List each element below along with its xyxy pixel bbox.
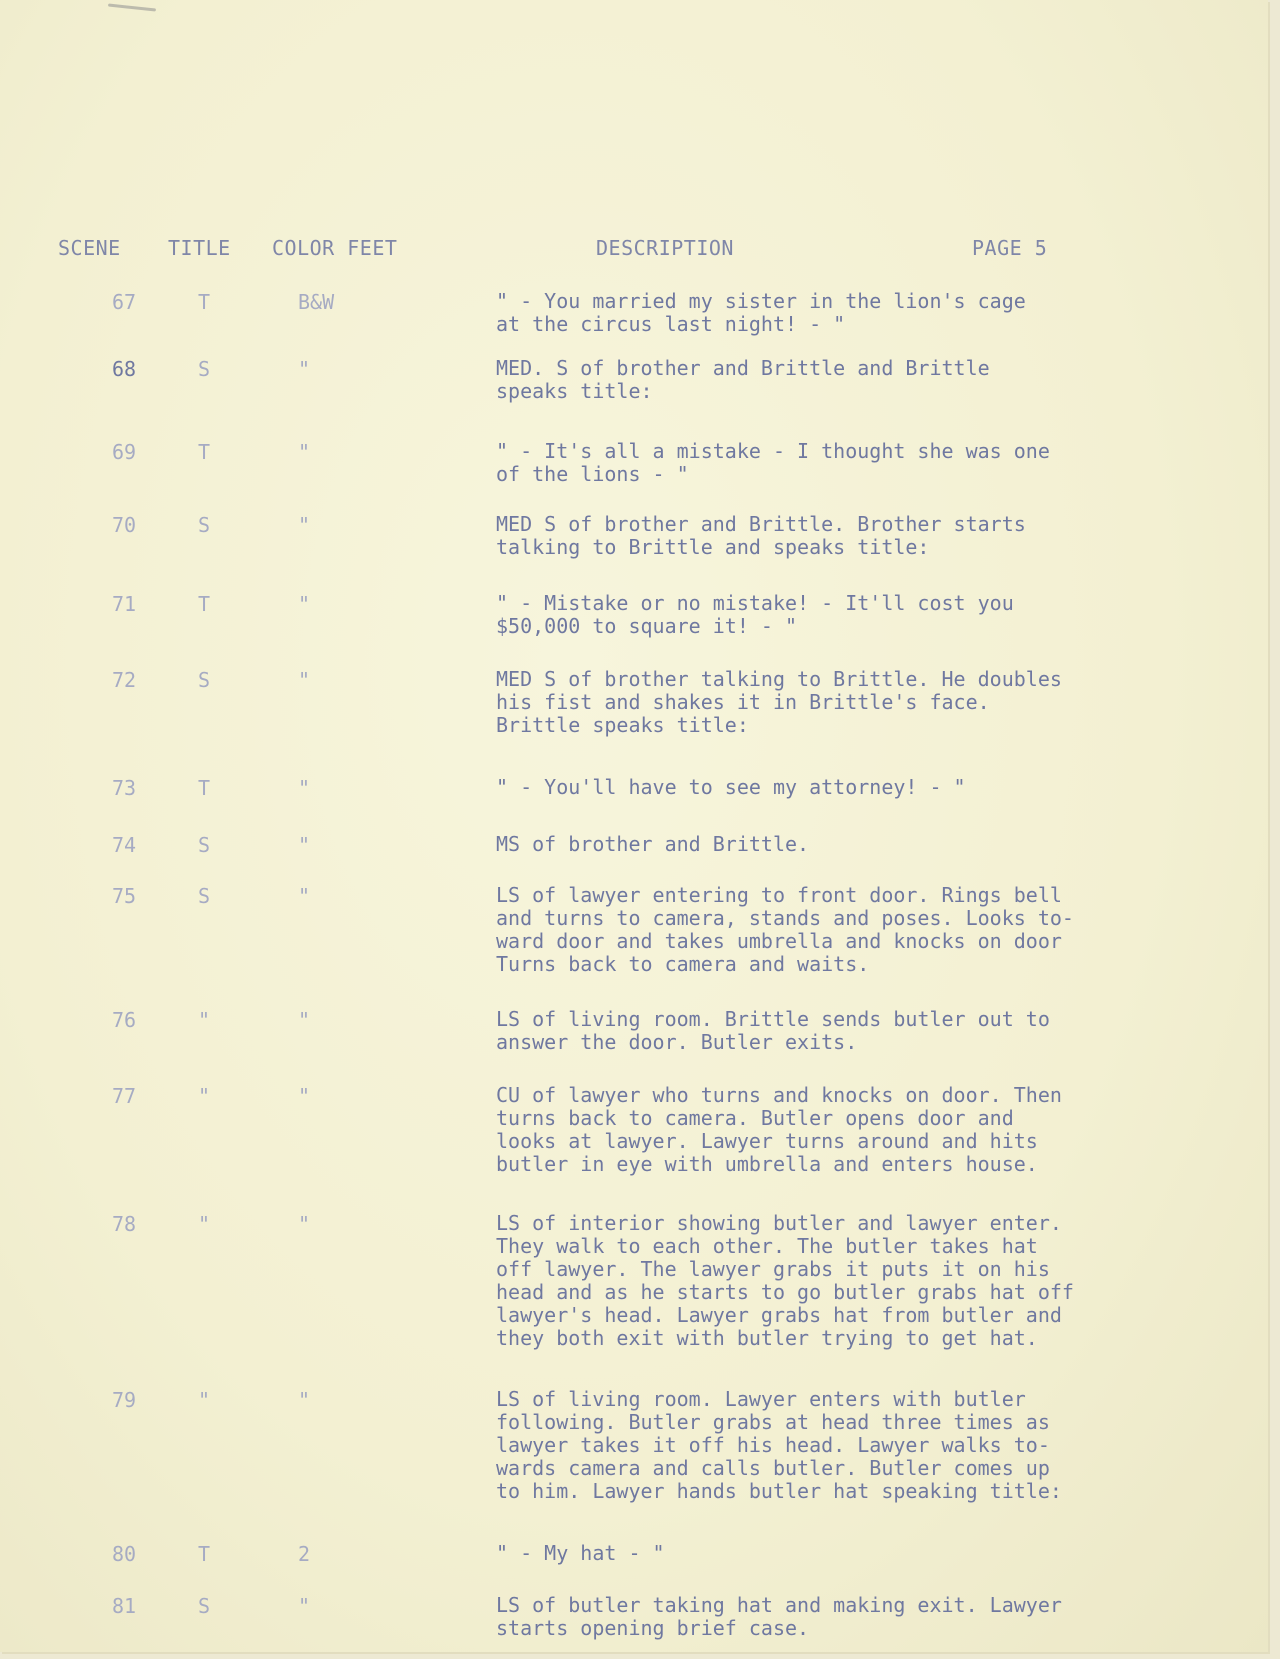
scene-description: MED. S of brother and Brittle and Brittle speaks title: <box>496 356 990 403</box>
scene-number: 78 <box>112 1212 137 1236</box>
scene-description: MED S of brother talking to Brittle. He doubles his fist and shakes it in Brittle's face. Brittle speaks title: <box>496 667 1062 737</box>
scene-description: LS of living room. Lawyer enters with butler following. Butler grabs at head three times as lawyer takes it off his head. Lawyer walks to- wards camera and calls butler. Butler comes up to him. Lawyer hands butler hat speaking title: <box>496 1387 1062 1503</box>
scene-title-code: T <box>198 1542 211 1566</box>
scene-number: 69 <box>112 440 137 464</box>
scene-color: " <box>298 833 311 857</box>
scene-color: " <box>298 592 311 616</box>
scene-number: 76 <box>112 1008 137 1032</box>
header-scene: SCENE <box>58 236 121 260</box>
scene-title-code: S <box>198 668 211 692</box>
scene-color: " <box>298 884 311 908</box>
scene-description: MED S of brother and Brittle. Brother starts talking to Brittle and speaks title: <box>496 512 1026 559</box>
scene-color: " <box>298 1388 311 1412</box>
header-description: DESCRIPTION <box>596 236 734 260</box>
scene-number: 72 <box>112 668 137 692</box>
scene-title-code: " <box>198 1388 211 1412</box>
scene-color: " <box>298 1212 311 1236</box>
scene-description: LS of butler taking hat and making exit. Lawyer starts opening brief case. <box>496 1593 1062 1640</box>
scene-number: 81 <box>112 1594 137 1618</box>
scene-color: " <box>298 1084 311 1108</box>
scene-description: " - You married my sister in the lion's cage at the circus last night! - " <box>496 289 1026 336</box>
scene-description: LS of interior showing butler and lawyer enter. They walk to each other. The butler takes hat off lawyer. The lawyer grabs it puts it on his head and as he starts to go butler grabs hat off lawyer's head. Lawyer grabs hat from butler and they both exit with butler trying to get hat. <box>496 1211 1074 1350</box>
scene-description: " - You'll have to see my attorney! - " <box>496 775 966 799</box>
scene-number: 75 <box>112 884 137 908</box>
scene-description: " - Mistake or no mistake! - It'll cost you $50,000 to square it! - " <box>496 591 1014 638</box>
scene-title-code: S <box>198 513 211 537</box>
scene-description: " - My hat - " <box>496 1541 665 1565</box>
scene-description: MS of brother and Brittle. <box>496 832 810 856</box>
scene-title-code: T <box>198 592 211 616</box>
scene-color: " <box>298 776 311 800</box>
scene-color: " <box>298 513 311 537</box>
scene-number: 71 <box>112 592 137 616</box>
scene-title-code: T <box>198 290 211 314</box>
scene-number: 74 <box>112 833 137 857</box>
scene-description: LS of living room. Brittle sends butler out to answer the door. Butler exits. <box>496 1007 1050 1054</box>
scene-color: " <box>298 357 311 381</box>
scene-color: B&W <box>298 290 335 314</box>
scene-number: 68 <box>112 357 137 381</box>
scene-title-code: S <box>198 357 211 381</box>
header-color-feet: COLOR FEET <box>272 236 398 260</box>
scene-title-code: S <box>198 1594 211 1618</box>
scene-title-code: " <box>198 1212 211 1236</box>
scene-number: 77 <box>112 1084 137 1108</box>
scene-number: 80 <box>112 1542 137 1566</box>
scene-description: CU of lawyer who turns and knocks on door. Then turns back to camera. Butler opens door and looks at lawyer. Lawyer turns around and hits butler in eye with umbrella and enters house. <box>496 1083 1062 1176</box>
header-title: TITLE <box>168 236 231 260</box>
scene-description: " - It's all a mistake - I thought she was one of the lions - " <box>496 439 1050 486</box>
scene-title-code: " <box>198 1084 211 1108</box>
scene-description: LS of lawyer entering to front door. Rings bell and turns to camera, stands and poses. Looks to- ward door and takes umbrella and knocks on door Turns back to camera and waits. <box>496 883 1074 976</box>
header-page-number: PAGE 5 <box>972 236 1048 260</box>
scene-color: 2 <box>298 1542 311 1566</box>
scene-number: 79 <box>112 1388 137 1412</box>
scene-title-code: S <box>198 833 211 857</box>
scene-title-code: S <box>198 884 211 908</box>
scene-number: 70 <box>112 513 137 537</box>
scene-title-code: " <box>198 1008 211 1032</box>
scene-color: " <box>298 1008 311 1032</box>
scene-number: 67 <box>112 290 137 314</box>
scene-title-code: T <box>198 440 211 464</box>
scene-number: 73 <box>112 776 137 800</box>
scene-color: " <box>298 1594 311 1618</box>
scene-color: " <box>298 668 311 692</box>
paper-mark <box>108 3 156 11</box>
scene-color: " <box>298 440 311 464</box>
scene-title-code: T <box>198 776 211 800</box>
